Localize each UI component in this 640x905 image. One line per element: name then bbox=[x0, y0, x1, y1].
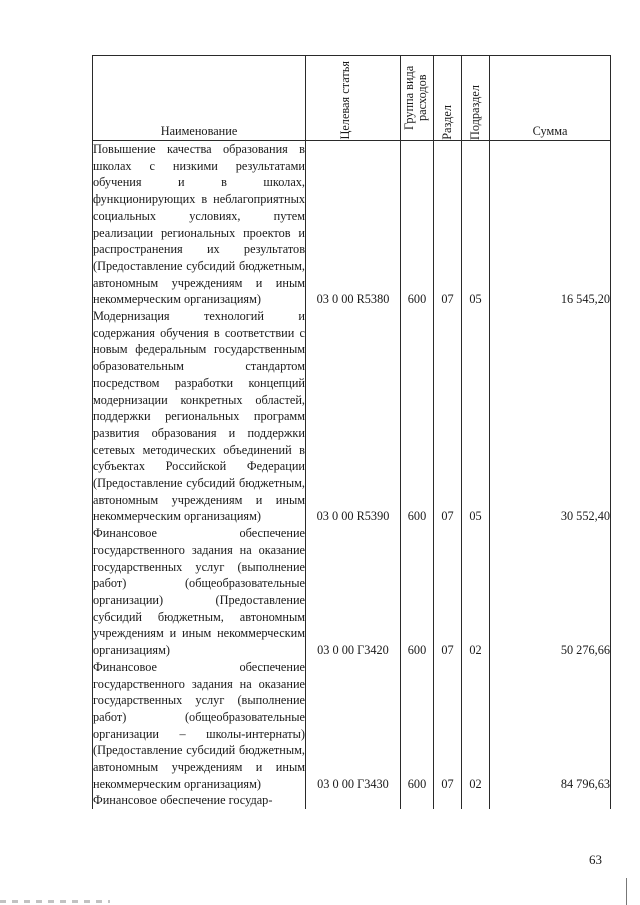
row-subsection: 05 bbox=[462, 141, 490, 309]
header-target-article: Целевая статья bbox=[306, 56, 401, 141]
row-sum bbox=[490, 792, 611, 809]
row-expense-group: 600 bbox=[401, 141, 434, 309]
table-row bbox=[93, 308, 611, 525]
header-sum: Сумма bbox=[490, 56, 611, 141]
row-target-article: 03 0 00 Г3420 bbox=[306, 525, 401, 659]
row-sum: 30 552,40 bbox=[490, 308, 611, 525]
row-name: Модернизация технологий и содержания обучения в соответствии с новым федеральным государственным образовательным стандартом посредством разработки концепций модернизации конкретных областей, поддержки региональных программ развития образования и поддержки сетевых методических объединений в субъектах Российской Федерации (Предоставление субсидий бюджетным, автономным учреждениям и иным некоммерческим организациям) bbox=[93, 309, 305, 524]
table-header-row bbox=[93, 56, 611, 141]
row-subsection: 02 bbox=[462, 525, 490, 659]
row-expense-group: 600 bbox=[401, 308, 434, 525]
row-sum: 50 276,66 bbox=[490, 525, 611, 659]
row-section: 07 bbox=[434, 308, 462, 525]
row-expense-group bbox=[401, 792, 434, 809]
row-target-article: 03 0 00 R5380 bbox=[306, 141, 401, 309]
header-subsection: Подраздел bbox=[462, 56, 490, 141]
row-section: 07 bbox=[434, 659, 462, 793]
table-row bbox=[93, 659, 611, 793]
row-name: Повышение качества образования в школах с низкими результатами обучения и в школах, функционирующих в неблагоприятных социальных условиях, путем реализации региональных проектов и распространения их результатов (Предоставление субсидий бюджетным, автономным учреждениям и иным некоммерческим организациям) bbox=[93, 142, 305, 307]
page-number: 63 bbox=[589, 852, 602, 867]
scan-edge-line bbox=[626, 878, 627, 905]
row-target-article: 03 0 00 R5390 bbox=[306, 308, 401, 525]
table-row bbox=[93, 525, 611, 659]
row-subsection bbox=[462, 792, 490, 809]
header-section: Раздел bbox=[434, 56, 462, 141]
row-name: Финансовое обеспечение государ- bbox=[93, 792, 306, 809]
row-subsection: 05 bbox=[462, 308, 490, 525]
header-name: Наименование bbox=[93, 56, 306, 141]
row-section: 07 bbox=[434, 525, 462, 659]
row-sum: 84 796,63 bbox=[490, 659, 611, 793]
row-target-article bbox=[306, 792, 401, 809]
budget-table bbox=[92, 55, 611, 809]
row-expense-group: 600 bbox=[401, 525, 434, 659]
row-target-article: 03 0 00 Г3430 bbox=[306, 659, 401, 793]
row-section bbox=[434, 792, 462, 809]
table-row bbox=[93, 792, 611, 809]
row-section: 07 bbox=[434, 141, 462, 309]
row-name: Финансовое обеспечение государственного задания на оказание государственных услуг (выполнение работ) (общеобразовательные организации) (Предоставление субсидий бюджетным, автономным учреждениям и иным некоммерческим организациям) bbox=[93, 526, 305, 658]
table-row bbox=[93, 141, 611, 309]
row-expense-group: 600 bbox=[401, 659, 434, 793]
row-name: Финансовое обеспечение государственного задания на оказание государственных услуг (выполнение работ) (общеобразовательные организации – школы-интернаты) (Предоставление субсидий бюджетным, автономным учреждениям и иным некоммерческим организациям) bbox=[93, 659, 305, 791]
header-expense-group: Группа вида расходов bbox=[401, 56, 434, 141]
scan-bottom-marks bbox=[0, 900, 110, 903]
row-sum: 16 545,20 bbox=[490, 141, 611, 309]
row-subsection: 02 bbox=[462, 659, 490, 793]
